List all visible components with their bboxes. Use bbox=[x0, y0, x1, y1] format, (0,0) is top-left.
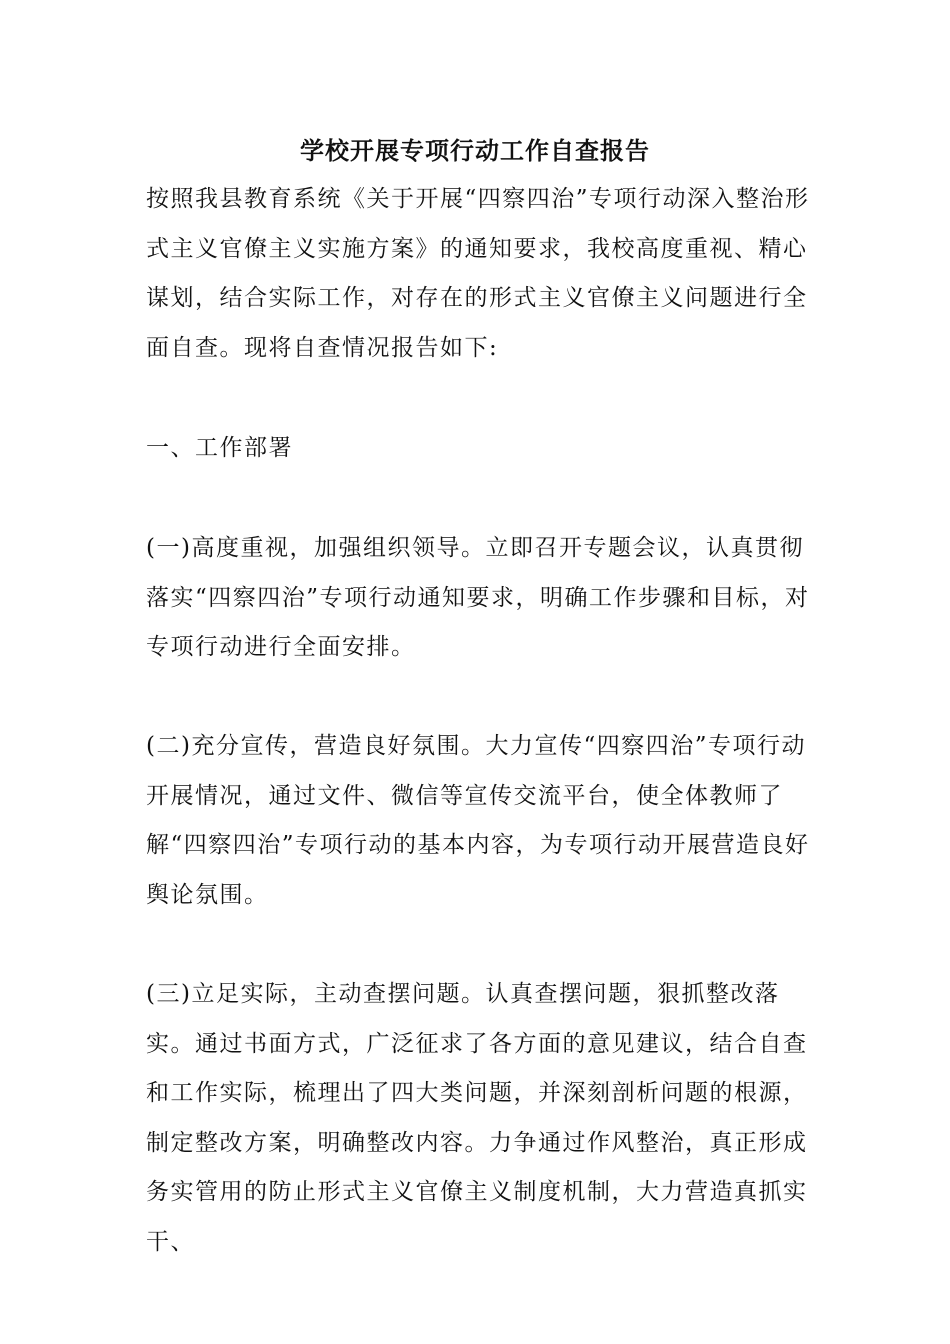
item-paragraph-1: (一)高度重视，加强组织领导。立即召开专题会议，认真贯彻落实“四察四治”专项行动通知要求，明确工作步骤和目标，对专项行动进行全面安排。 bbox=[146, 535, 810, 660]
item-paragraph-2: (二)充分宣传，营造良好氛围。大力宣传“四察四治”专项行动开展情况，通过文件、微信等宣传交流平台，使全体教师了解“四察四治”专项行动的基本内容，为专项行动开展营造良好舆论氛围。 bbox=[146, 733, 810, 908]
intro-paragraph: 按照我县教育系统《关于开展“四察四治”专项行动深入整治形式主义官僚主义实施方案》的通知要求，我校高度重视、精心谋划，结合实际工作，对存在的形式主义官僚主义问题进行全面自查。现将自查情况报告如下: bbox=[146, 186, 810, 361]
section-heading-work-deployment: 一、工作部署 bbox=[146, 435, 293, 461]
item-paragraph-3: (三)立足实际，主动查摆问题。认真查摆问题，狠抓整改落实。通过书面方式，广泛征求了各方面的意见建议，结合自查和工作实际，梳理出了四大类问题，并深刻剖析问题的根源，制定整改方案，明确整改内容。力争通过作风整治，真正形成务实管用的防止形式主义官僚主义制度机制，大力营造真抓实干、 bbox=[146, 981, 808, 1255]
document-title: 学校开展专项行动工作自查报告 bbox=[300, 136, 650, 165]
